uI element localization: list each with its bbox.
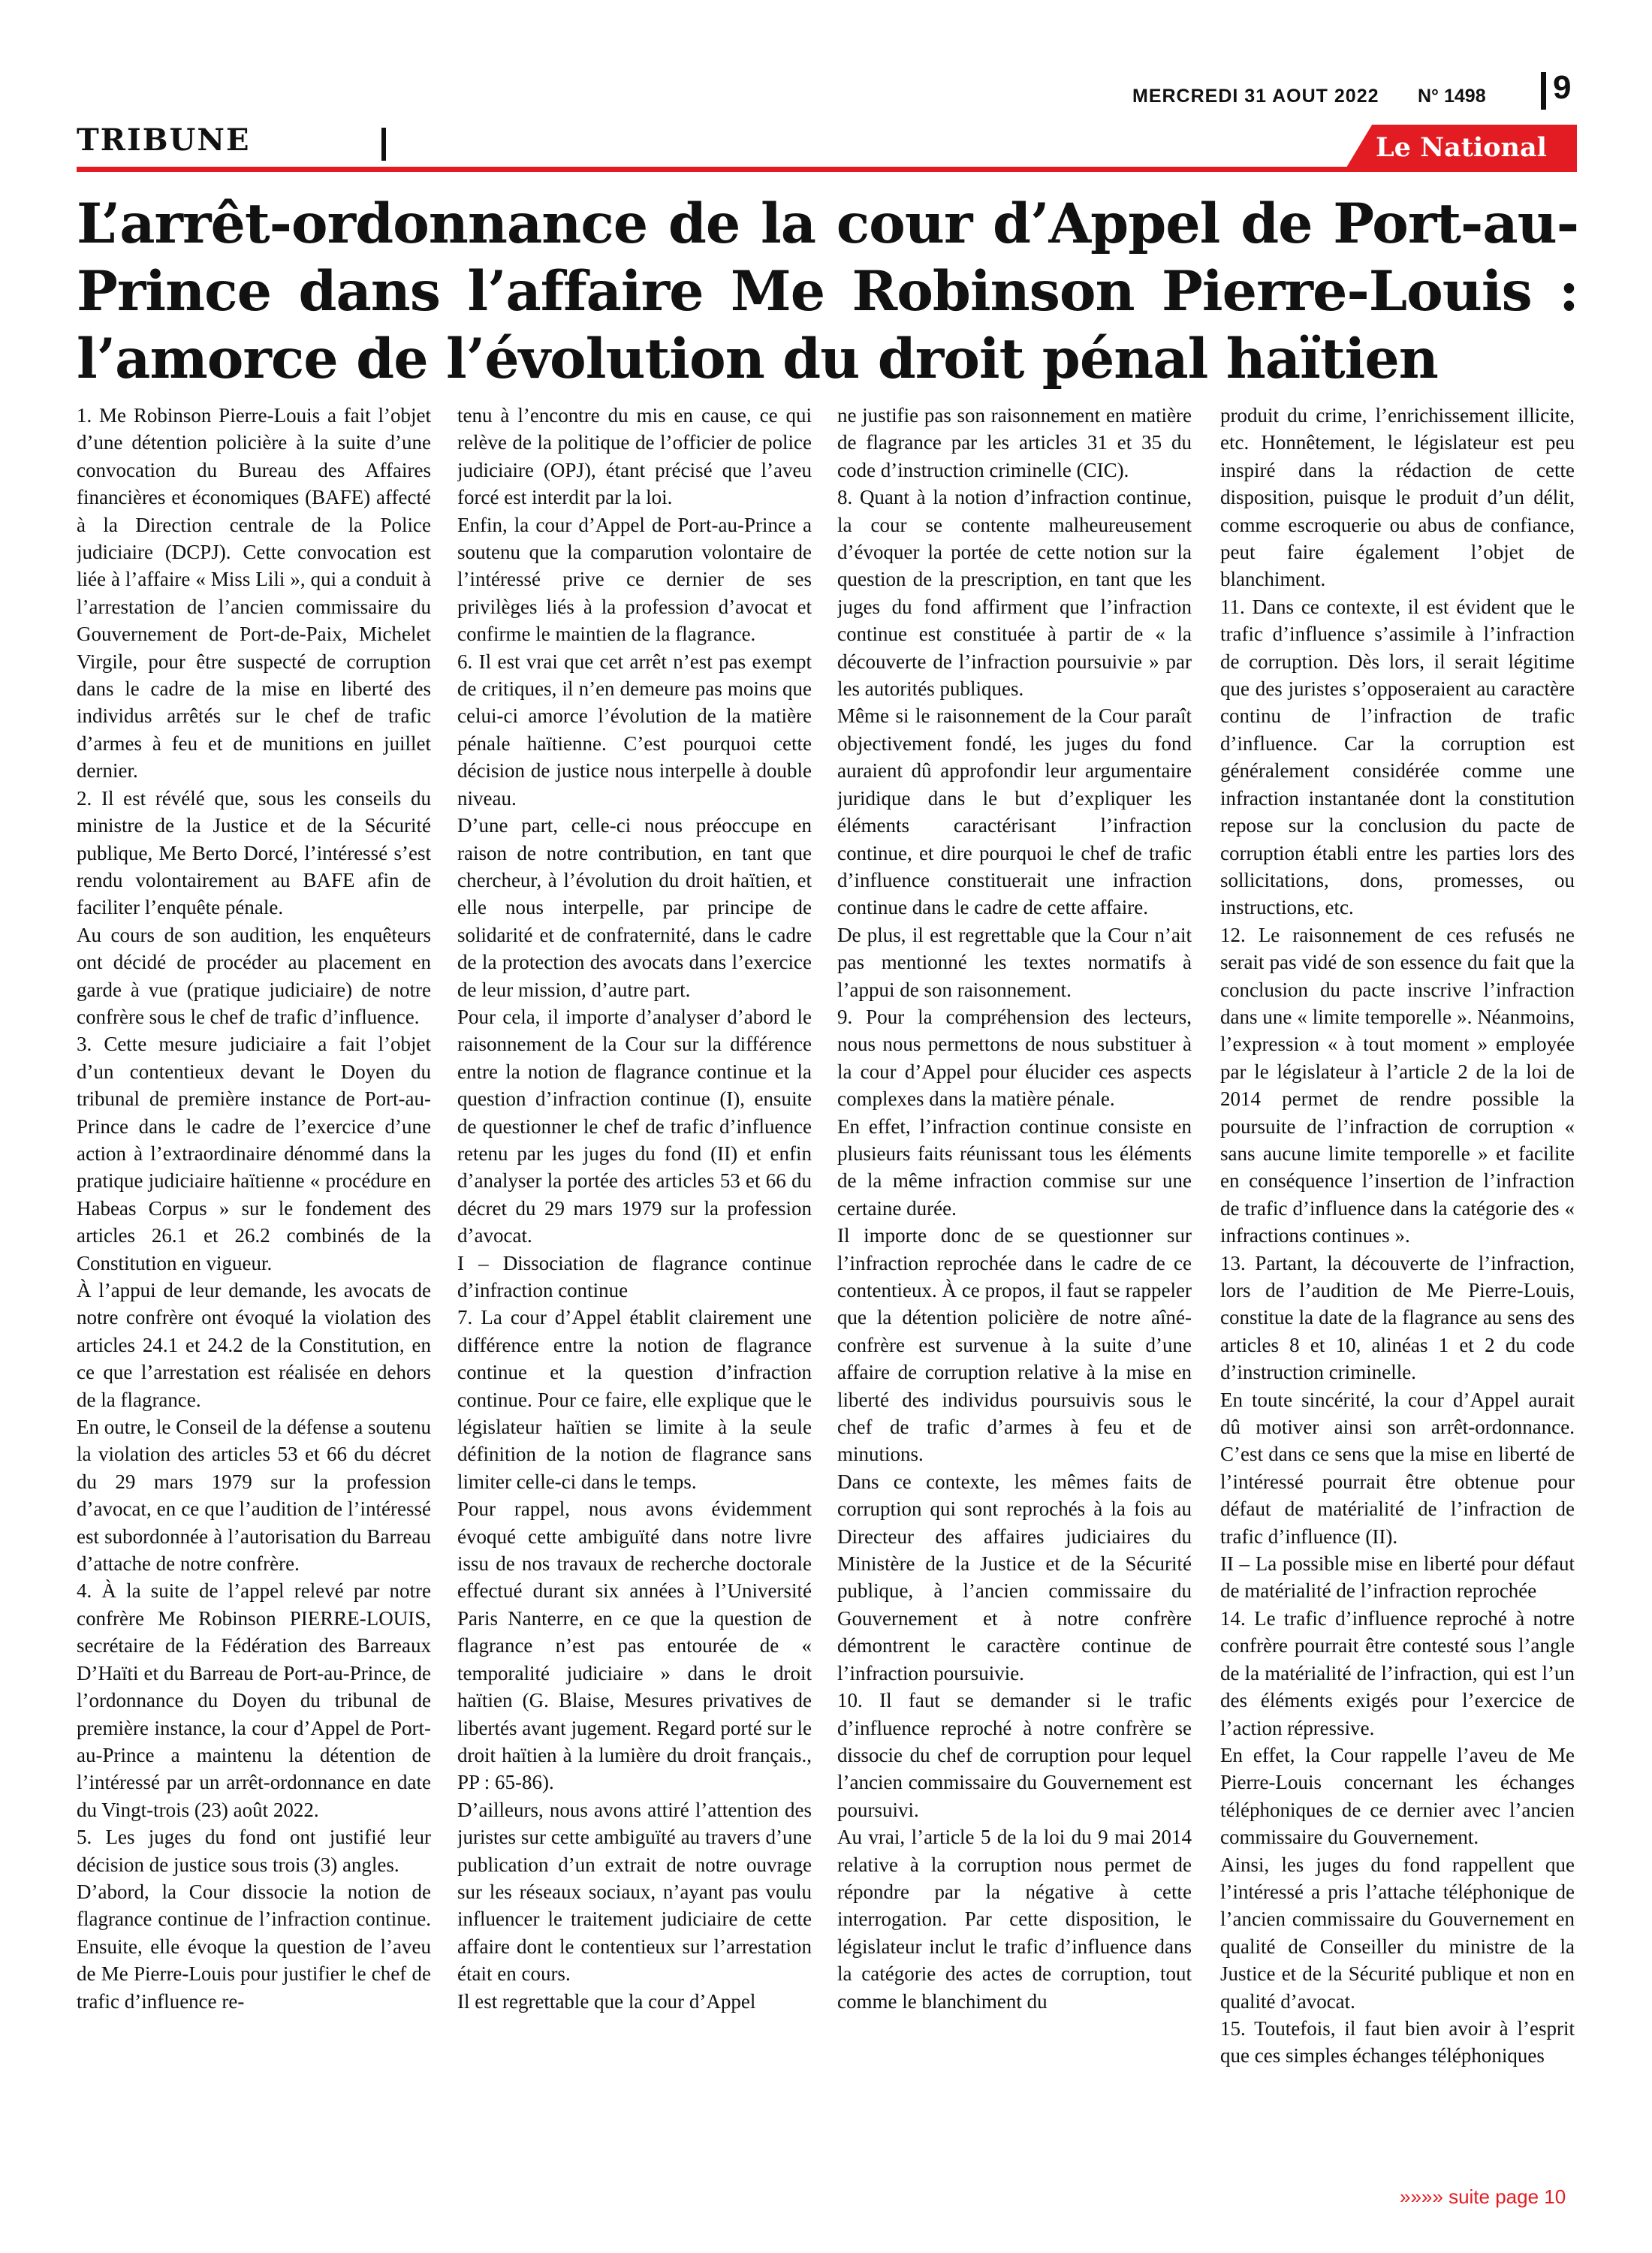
paragraph: Il est regrettable que la cour d’Appel <box>457 1989 756 2013</box>
section-divider <box>381 128 386 161</box>
section-label: TRIBUNE <box>77 122 251 158</box>
publication-name: Le National <box>1376 132 1547 163</box>
paragraph: À l’appui de leur demande, les avocats de notre confrère ont évoqué la violation des articles 24.1 et 24.2 de la Constitution, en ce que l’arrestation est réalisée en dehors de la flagrance. <box>77 1279 431 1411</box>
paragraph: En outre, le Conseil de la défense a soutenu la violation des articles 53 et 66 du décret du 29 mars 1979 sur la profession d’avocat, en ce que l’audition de l’intéressé est subordonnée à l’autorisation du Barreau d’attache de notre confrère. <box>77 1416 431 1576</box>
paragraph: 13. Partant, la découverte de l’infraction, lors de l’audition de Me Pierre-Louis, constitue la date de la flagrance au sens des articles 8 et 10, alinéas 1 et 2 du code d’instruction criminelle. <box>1220 1251 1575 1384</box>
paragraph: Pour cela, il importe d’analyser d’abord le raisonnement de la Cour sur la différence entre la notion de flagrance continue et la question d’infraction continue (I), ensuite de questionner le chef de trafic d’influence retenu par les juges du fond (II) et enfin d’analyser la portée des articles 53 et 66 du décret du 29 mars 1979 sur la profession d’avocat. <box>457 1005 812 1247</box>
paragraph: I – Dissociation de flagrance continue d’infraction continue <box>457 1251 812 1301</box>
paragraph: Pour rappel, nous avons évidemment évoqué cette ambiguïté dans notre livre issu de nos travaux de recherche doctorale effectué durant six années à l’Université Paris Nanterre, en ce que la question de flagrance n’est pas entourée de « temporalité judiciaire » dans le droit haïtien (G. Blaise, Mesures privatives de libertés avant jugement. Regard porté sur le droit haïtien à la lumière du droit français., PP : 65-86). <box>457 1497 812 1794</box>
paragraph: 3. Cette mesure judiciaire a fait l’objet d’un contentieux devant le Doyen du tribunal de première instance de Port-au-Prince dans le cadre de l’exercice d’une action à l’extraordinaire dénommé dans la pratique judiciaire haïtienne « procédure en Habeas Corpus » sur le fondement des articles 26.1 et 26.2 combinés de la Constitution en vigueur. <box>77 1033 431 1274</box>
article-column-4 <box>1220 402 1575 2167</box>
paragraph: En effet, la Cour rappelle l’aveu de Me Pierre-Louis concernant les échanges téléphoniques de ce dernier avec l’ancien commissaire du Gouvernement. <box>1220 1743 1575 1849</box>
paragraph: D’une part, celle-ci nous préoccupe en raison de notre contribution, en tant que chercheur, à l’évolution du droit haïtien, et elle nous interpelle, par principe de solidarité et de confraternité, dans le cadre de la protection des avocats dans l’exercice de leur mission, d’autre part. <box>457 814 812 1001</box>
paragraph: De plus, il est regrettable que la Cour n’ait pas mentionné les textes normatifs à l’appui de son raisonnement. <box>837 923 1192 1001</box>
paragraph: Dans ce contexte, les mêmes faits de corruption qui sont reprochés à la fois au Directeur des affaires judiciaires du Ministère de la Justice et de la Sécurité publique, à l’ancien commissaire du Gouvernement et à notre confrère démontrent le caractère continue de l’infraction poursuivie. <box>837 1470 1192 1684</box>
paragraph: 5. Les juges du fond ont justifié leur décision de justice sous trois (3) angles. <box>77 1826 431 1876</box>
paragraph: 6. Il est vrai que cet arrêt n’est pas exempt de critiques, il n’en demeure pas moins que celui-ci amorce l’évolution de la matière pénale haïtienne. C’est pourquoi cette décision de justice nous interpelle à double niveau. <box>457 650 812 810</box>
paragraph: ne justifie pas son raisonnement en matière de flagrance par les articles 31 et 35 du code d’instruction criminelle (CIC). <box>837 404 1192 481</box>
article-column-1 <box>77 402 431 2167</box>
paragraph: 8. Quant à la notion d’infraction continue, la cour se contente malheureusement d’évoquer la portée de cette notion sur la question de la prescription, en tant que les juges du fond affirment que l’infraction continue est constituée à partir de « la découverte de l’infraction poursuivie » par les autorités publiques. <box>837 486 1192 701</box>
paragraph: tenu à l’encontre du mis en cause, ce qui relève de la politique de l’officier de police judiciaire (OPJ), étant précisé que l’aveu forcé est interdit par la loi. <box>457 404 812 509</box>
paragraph: 14. Le trafic d’influence reproché à notre confrère pourrait être contesté sous l’angle de la matérialité de l’infraction, qui est l’un des éléments exigés pour l’exercice de l’action répressive. <box>1220 1606 1575 1739</box>
article-column-2 <box>457 402 812 2167</box>
issue-date: MERCREDI 31 AOUT 2022 <box>1132 86 1379 107</box>
continuation-note: »»»» suite page 10 <box>1400 2185 1566 2208</box>
paragraph: 12. Le raisonnement de ces refusés ne serait pas vidé de son essence du fait que la conclusion du pacte inscrive l’infraction dans une « limite temporelle ». Néanmoins, l’expression « à tout moment » employée par le législateur à l’article 2 de la loi de 2014 permet de rendre possible la poursuite de l’infraction de corruption « sans aucune limite temporelle » et facilite en conséquence l’insertion de l’infraction de trafic d’influence dans la catégorie des « infractions continues ». <box>1220 923 1575 1247</box>
paragraph: II – La possible mise en liberté pour défaut de matérialité de l’infraction reprochée <box>1220 1552 1575 1603</box>
paragraph: 2. Il est révélé que, sous les conseils du ministre de la Justice et de la Sécurité publique, Me Berto Dorcé, l’intéressé s’est rendu volontairement au BAFE afin de faciliter l’enquête pénale. <box>77 786 431 919</box>
paragraph: En effet, l’infraction continue consiste en plusieurs faits réunissant tous les éléments de la même infraction commise sur une certaine durée. <box>837 1114 1192 1220</box>
paragraph: produit du crime, l’enrichissement illicite, etc. Honnêtement, le législateur est peu inspiré dans la rédaction de cette disposition, puisque le produit d’un délit, comme escroquerie ou abus de confiance, peut faire également l’objet de blanchiment. <box>1220 404 1575 591</box>
issue-number: N° 1498 <box>1418 86 1486 107</box>
article-column-3 <box>837 402 1192 2167</box>
paragraph: 9. Pour la compréhension des lecteurs, nous nous permettons de nous substituer à la cour d’Appel pour élucider ces aspects complexes dans la matière pénale. <box>837 1005 1192 1111</box>
article-headline: L’arrêt-ordonnance de la cour d’Appel de Port-au-Prince dans l’affaire Me Robinson Pierre-Louis : l’amorce de l’évolution du droit pénal haïtien <box>77 192 1578 391</box>
paragraph: Ainsi, les juges du fond rappellent que l’intéressé a pris l’attache téléphonique de l’ancien commissaire du Gouvernement en qualité de Conseiller du ministre de la Justice et de la Sécurité publique et non en qualité d’avocat. <box>1220 1853 1575 2013</box>
paragraph: 15. Toutefois, il faut bien avoir à l’esprit que ces simples échanges téléphoniques <box>1220 2016 1575 2068</box>
paragraph: 7. La cour d’Appel établit clairement une différence entre la notion de flagrance continue et la question d’infraction continue. Pour ce faire, elle explique que le législateur haïtien se limite à la seule définition de la notion de flagrance sans limiter celle-ci dans le temps. <box>457 1306 812 1493</box>
paragraph: 10. Il faut se demander si le trafic d’influence reproché à notre confrère se dissocie du chef de corruption pour lequel l’ancien commissaire du Gouvernement est poursuivi. <box>837 1689 1192 1821</box>
paragraph: En toute sincérité, la cour d’Appel aurait dû motiver ainsi son arrêt-ordonnance. C’est dans ce sens que la mise en liberté de l’intéressé pourrait être obtenue pour défaut de matérialité de l’infraction de trafic d’influence (II). <box>1220 1388 1575 1548</box>
paragraph: Au cours de son audition, les enquêteurs ont décidé de procéder au placement en garde à vue (pratique judiciaire) de notre confrère sous le chef de trafic d’influence. <box>77 923 431 1028</box>
paragraph: Même si le raisonnement de la Cour paraît objectivement fondé, les juges du fond auraient dû approfondir leur argumentaire juridique dans le but d’expliquer les éléments caractérisant l’infraction continue, et dire pourquoi le chef de trafic d’influence constituerait une infraction continue dans le cadre de cette affaire. <box>837 704 1192 919</box>
paragraph: D’abord, la Cour dissocie la notion de flagrance continue de l’infraction continue. Ensuite, elle évoque la question de l’aveu de Me Pierre-Louis pour justifier le chef de trafic d’influence re- <box>77 1880 431 2013</box>
paragraph: 4. À la suite de l’appel relevé par notre confrère Me Robinson PIERRE-LOUIS, secrétaire de la Fédération des Barreaux D’Haïti et du Barreau de Port-au-Prince, de l’ordonnance du Doyen du tribunal de première instance, la cour d’Appel de Port-au-Prince a maintenu la détention de l’intéressé par un arrêt-ordonnance en date du Vingt-trois (23) août 2022. <box>77 1579 431 1821</box>
paragraph: 11. Dans ce contexte, il est évident que le trafic d’influence s’assimile à l’infraction de corruption. Dès lors, il serait légitime que des juristes s’opposeraient au caractère continu de l’infraction de trafic d’influence. Car la corruption est généralement considérée comme une infraction instantanée dont la constitution repose sur la conclusion du pacte de corruption établi entre les parties lors des sollicitations, dons, promesses, ou instructions, etc. <box>1220 595 1575 919</box>
paragraph: Au vrai, l’article 5 de la loi du 9 mai 2014 relative à la corruption nous permet de répondre par la négative à cette interrogation. Par cette disposition, le législateur inclut le trafic d’influence dans la catégorie des actes de corruption, tout comme le blanchiment du <box>837 1826 1192 2013</box>
page-number-divider <box>1541 72 1546 110</box>
paragraph: 1. Me Robinson Pierre-Louis a fait l’objet d’une détention policière à la suite d’une convocation du Bureau des Affaires financières et économiques (BAFE) affecté à la Direction centrale de la Police judiciaire (DCPJ). Cette convocation est liée à l’affaire « Miss Lili », qui a conduit à l’arrestation de l’ancien commissaire du Gouvernement de Port-de-Paix, Michelet Virgile, pour être suspecté de corruption dans le cadre de la mise en liberté des individus arrêtés sur le chef de trafic d’armes à feu et de munitions en juillet dernier. <box>77 404 431 783</box>
page-number: 9 <box>1553 69 1572 106</box>
paragraph: Il importe donc de se questionner sur l’infraction reprochée dans le cadre de ce contentieux. À ce propos, il faut se rappeler que la détention policière de notre aîné-confrère est survenue à la suite d’une affaire de corruption relative à la mise en liberté des individus poursuivis sous le chef de trafic d’armes à feu et de minutions. <box>837 1224 1192 1466</box>
paragraph: D’ailleurs, nous avons attiré l’attention des juristes sur cette ambiguïté au travers d’une publication d’un extrait de notre ouvrage sur les réseaux sociaux, n’ayant pas voulu influencer le traitement judiciaire de cette affaire dont le contentieux sur l’arrestation était en cours. <box>457 1798 812 1986</box>
paragraph: Enfin, la cour d’Appel de Port-au-Prince a soutenu que la comparution volontaire de l’intéressé prive ce dernier de ses privilèges liés à la profession d’avocat et confirme le maintien de la flagrance. <box>457 513 812 646</box>
